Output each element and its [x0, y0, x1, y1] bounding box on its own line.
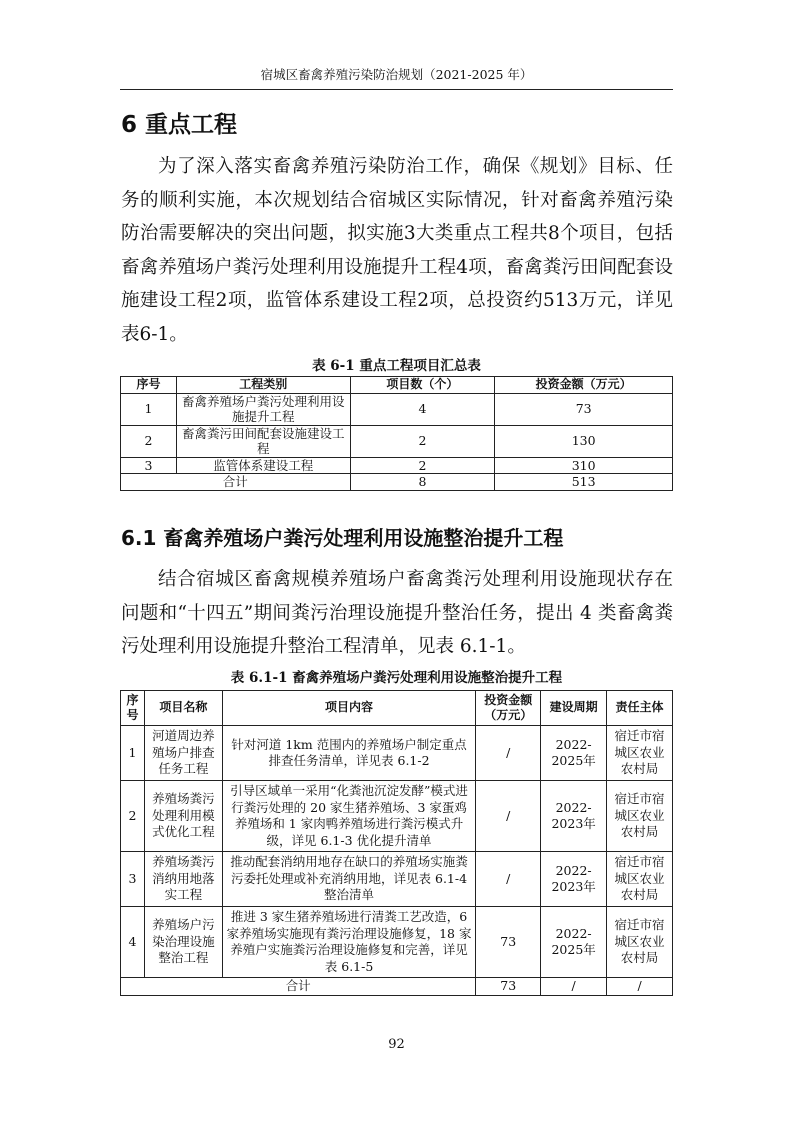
table-cell: 宿迁市宿城区农业农村局	[607, 907, 673, 978]
table-cell: 4	[121, 907, 145, 978]
table-cell: /	[541, 978, 607, 996]
table-cell: /	[476, 726, 541, 781]
table-cell: 4	[350, 393, 495, 425]
running-header: 宿城区畜禽养殖污染防治规划（2021-2025 年）	[260, 67, 533, 82]
table-cell: 1	[121, 726, 145, 781]
table-cell: 73	[476, 978, 541, 996]
table-cell: 引导区域单一采用“化粪池沉淀发酵”模式进行粪污处理的 20 家生猪养殖场、3 家蛋鸡养殖场和 1 家肉鸭养殖场进行粪污模式升级，详见 6.1-3 优化提升清单	[222, 781, 475, 852]
table-cell: 310	[495, 457, 673, 474]
table-cell: /	[476, 852, 541, 907]
table-cell: 合计	[121, 978, 476, 996]
table-cell: 73	[476, 907, 541, 978]
header-cell: 序号	[121, 377, 177, 394]
table-cell: 宿迁市宿城区农业农村局	[607, 726, 673, 781]
table-row	[121, 393, 673, 425]
table-cell: 2022-2025年	[541, 726, 607, 781]
section-6-paragraph: 为了深入落实畜禽养殖污染防治工作，确保《规划》目标、任务的顺利实施，本次规划结合宿城区实际情况，针对畜禽养殖污染防治需要解决的突出问题，拟实施3大类重点工程共8个项目，包括畜禽养殖场户粪污处理利用设施提升工程4项，畜禽粪污田间配套设施建设工程2项，监管体系建设工程2项，总投资约513万元，详见表6-1。	[121, 156, 673, 345]
table-cell: 推进 3 家生猪养殖场进行清粪工艺改造，6 家养殖场实施现有粪污治理设施修复，18 家养殖户实施粪污治理设施修复和完善，详见表 6.1-5	[222, 907, 475, 978]
table-cell: 针对河道 1km 范围内的养殖场户制定重点排查任务清单，详见表 6.1-2	[222, 726, 475, 781]
header-cell: 责任主体	[607, 691, 673, 726]
table-cell: 养殖场粪污消纳用地落实工程	[144, 852, 222, 907]
table-cell: 2022-2023年	[541, 781, 607, 852]
table-row	[121, 852, 673, 907]
table-cell: 河道周边养殖场户排查任务工程	[144, 726, 222, 781]
table-cell: 宿迁市宿城区农业农村局	[607, 852, 673, 907]
table-cell: 2022-2023年	[541, 852, 607, 907]
table-cell: 3	[121, 852, 145, 907]
section-heading-6-1: 6.1 畜禽养殖场户粪污处理利用设施整治提升工程	[121, 526, 564, 550]
table-6-1-1	[120, 690, 673, 996]
header-cell: 投资金额（万元）	[476, 691, 541, 726]
table-cell: 畜禽粪污田间配套设施建设工程	[176, 425, 350, 457]
table-cell: 1	[121, 393, 177, 425]
table-cell: 畜禽养殖场户粪污处理利用设施提升工程	[176, 393, 350, 425]
table-cell: 合计	[121, 474, 351, 491]
table-cell: 2	[121, 425, 177, 457]
table-row	[121, 425, 673, 457]
table-6-1-caption: 表 6-1 重点工程项目汇总表	[312, 358, 481, 374]
table-cell: 养殖场户污染治理设施整治工程	[144, 907, 222, 978]
table-6-1	[120, 376, 673, 491]
table-header-row	[121, 691, 673, 726]
table-cell: 宿迁市宿城区农业农村局	[607, 781, 673, 852]
header-cell: 项目名称	[144, 691, 222, 726]
section-heading-6: 6 重点工程	[121, 112, 238, 138]
table-cell: 130	[495, 425, 673, 457]
table-header-row	[121, 377, 673, 394]
header-rule	[120, 89, 673, 90]
header-cell: 序号	[121, 691, 145, 726]
table-cell: 推动配套消纳用地存在缺口的养殖场实施粪污委托处理或补充消纳用地，详见表 6.1-4 整治清单	[222, 852, 475, 907]
table-cell: 2	[121, 781, 145, 852]
table-cell: 养殖场粪污处理利用模式优化工程	[144, 781, 222, 852]
table-total-row	[121, 474, 673, 491]
table-cell: 73	[495, 393, 673, 425]
table-row	[121, 457, 673, 474]
table-total-row	[121, 978, 673, 996]
table-6-1-1-caption: 表 6.1-1 畜禽养殖场户粪污处理利用设施整治提升工程	[230, 670, 563, 686]
header-cell: 工程类别	[176, 377, 350, 394]
header-cell: 投资金额（万元）	[495, 377, 673, 394]
table-cell: /	[607, 978, 673, 996]
table-cell: 8	[350, 474, 495, 491]
table-cell: 2022-2025年	[541, 907, 607, 978]
table-cell: 513	[495, 474, 673, 491]
table-row	[121, 907, 673, 978]
page-number: 92	[388, 1037, 405, 1052]
table-cell: 3	[121, 457, 177, 474]
header-cell: 项目内容	[222, 691, 475, 726]
header-cell: 建设周期	[541, 691, 607, 726]
section-6-1-paragraph: 结合宿城区畜禽规模养殖场户畜禽粪污处理利用设施现状存在问题和“十四五”期间粪污治理设施提升整治任务，提出 4 类畜禽粪污处理利用设施提升整治工程清单，见表 6.1-1。	[121, 569, 673, 657]
header-cell: 项目数（个）	[350, 377, 495, 394]
table-cell: 2	[350, 457, 495, 474]
table-cell: /	[476, 781, 541, 852]
table-cell: 监管体系建设工程	[176, 457, 350, 474]
table-row	[121, 726, 673, 781]
table-cell: 2	[350, 425, 495, 457]
table-row	[121, 781, 673, 852]
